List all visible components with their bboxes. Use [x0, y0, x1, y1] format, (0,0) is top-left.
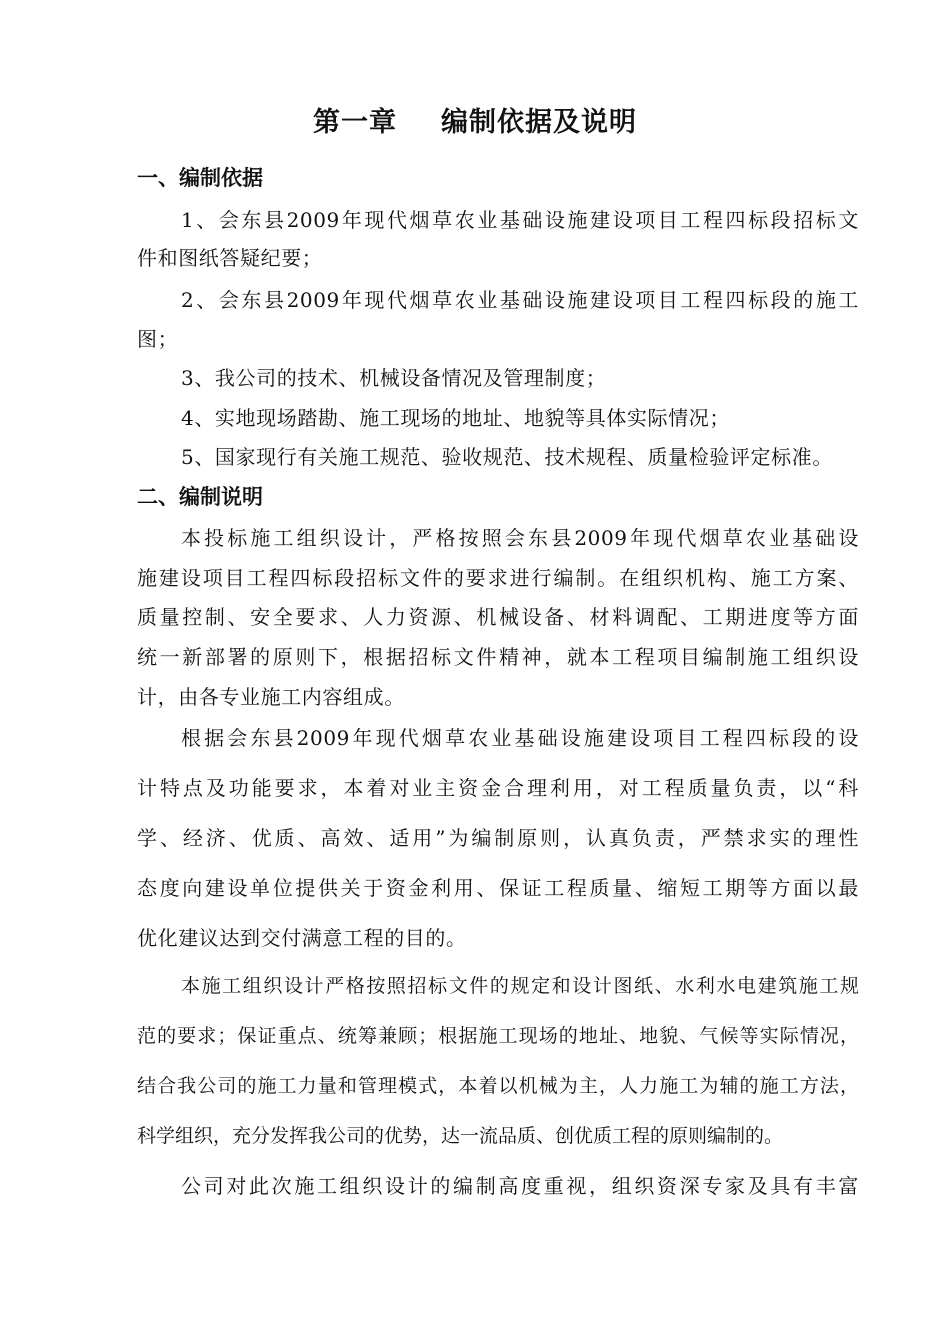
paragraph-line: 结合我公司的施工力量和管理模式，本着以机械为主，人力施工为辅的施工方法，: [137, 1075, 859, 1097]
chapter-title: 编制依据及说明: [441, 107, 637, 138]
paragraph-line: 质量控制、安全要求、人力资源、机械设备、材料调配、工期进度等方面: [137, 605, 859, 629]
section-heading-basis: 一、编制依据: [137, 166, 263, 190]
paragraph-line: 根据会东县2009年现代烟草农业基础设施建设项目工程四标段的设: [181, 726, 859, 750]
paragraph-line: 计特点及功能要求，本着对业主资金合理利用，对工程质量负责，以“科: [137, 776, 859, 800]
paragraph-line: 4、实地现场踏勘、施工现场的地址、地貌等具体实际情况；: [181, 406, 730, 430]
paragraph-line: 态度向建设单位提供关于资金利用、保证工程质量、缩短工期等方面以最: [137, 876, 859, 900]
paragraph-line: 施建设项目工程四标段招标文件的要求进行编制。在组织机构、施工方案、: [137, 566, 859, 590]
paragraph-line: 本施工组织设计严格按照招标文件的规定和设计图纸、水利水电建筑施工规: [181, 975, 859, 997]
paragraph-line: 1、会东县2009年现代烟草农业基础设施建设项目工程四标段招标文: [181, 208, 859, 232]
chapter-number: 第一章: [313, 107, 397, 138]
paragraph-line: 5、国家现行有关施工规范、验收规范、技术规程、质量检验评定标准。: [181, 445, 833, 469]
paragraph-line: 计，由各专业施工内容组成。: [137, 685, 405, 709]
paragraph-line: 件和图纸答疑纪要；: [137, 246, 323, 270]
paragraph-line: 学、经济、优质、高效、适用”为编制原则，认真负责，严禁求实的理性: [137, 826, 859, 850]
paragraph-line: 公司对此次施工组织设计的编制高度重视，组织资深专家及具有丰富: [181, 1174, 859, 1198]
paragraph-line: 范的要求；保证重点、统筹兼顾；根据施工现场的地址、地貌、气候等实际情况，: [137, 1025, 859, 1047]
paragraph-line: 优化建议达到交付满意工程的目的。: [137, 926, 467, 950]
paragraph-line: 图；: [137, 327, 179, 351]
paragraph-line: 本投标施工组织设计，严格按照会东县2009年现代烟草农业基础设: [181, 526, 859, 550]
section-heading-notes: 二、编制说明: [137, 485, 263, 509]
page-title: [0, 100, 950, 139]
paragraph-line: 统一新部署的原则下，根据招标文件精神，就本工程项目编制施工组织设: [137, 645, 859, 669]
paragraph-line: 3、我公司的技术、机械设备情况及管理制度；: [181, 366, 607, 390]
paragraph-line: 2、会东县2009年现代烟草农业基础设施建设项目工程四标段的施工: [181, 288, 859, 312]
paragraph-line: 科学组织，充分发挥我公司的优势，达一流品质、创优质工程的原则编制的。: [137, 1125, 784, 1147]
